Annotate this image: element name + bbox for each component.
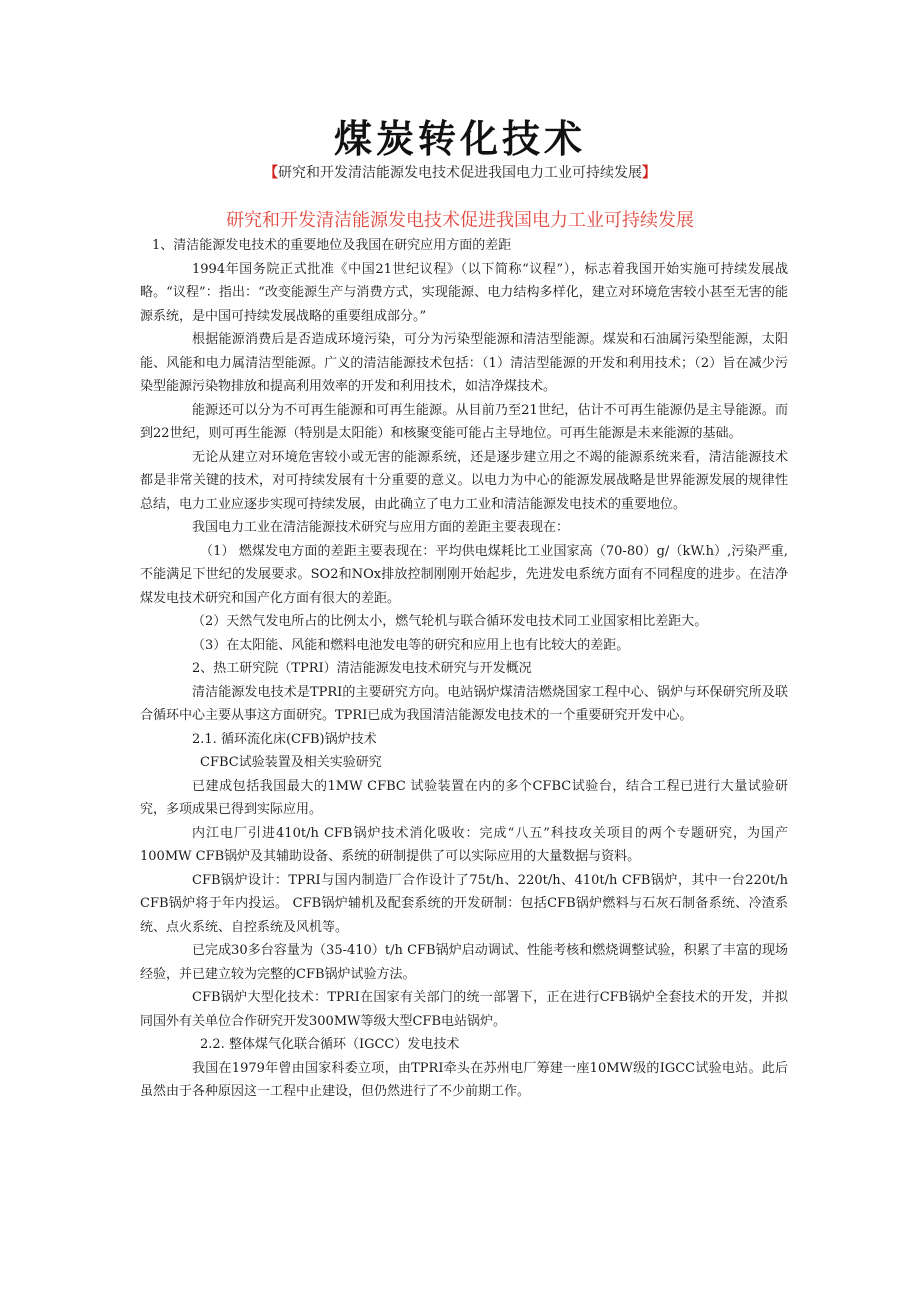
paragraph: 已建成包括我国最大的1MW CFBC 试验装置在内的多个CFBC试验台，结合工程已进行大量试验研究，多项成果已得到实际应用。 [140,778,788,817]
subsection-subheading: CFBC试验装置及相关实验研究 [200,755,382,770]
section-heading-2: 2、热工研究院（TPRI）清洁能源发电技术研究与开发概况 [192,661,532,676]
paragraph: 无论从建立对环境危害较小或无害的能源系统，还是逐步建立用之不竭的能源系统来看，清洁能源技术都是非常关键的技术，对可持续发展有十分重要的意义。以电力为中心的能源发展战略是世界能源发展的规律性总结，电力工业应逐步实现可持续发展，由此确立了电力工业和清洁能源发电技术的重要地位。 [140,449,788,512]
subsection-heading: 2.1. 循环流化床(CFB)锅炉技术 [192,731,377,747]
list-item: （1） 燃煤发电方面的差距主要表现在：平均供电煤耗比工业国家高（70-80）g/（kW.h）,污染严重,不能满足下世纪的发展要求。SO2和NOx排放控制刚刚开始起步，先进发电系统方面有不同程度的进步。在洁净煤发电技术研究和国产化方面有很大的差距。 [140,543,788,606]
subtitle-close-bracket: 】 [642,165,656,181]
subsection-heading: 2.2. 整体煤气化联合循环（IGCC）发电技术 [200,1037,460,1052]
list-item: （3）在太阳能、风能和燃料电池发电等的研究和应用上也有比较大的差距。 [192,637,630,653]
paragraph: 根据能源消费后是否造成环境污染，可分为污染型能源和清洁型能源。煤炭和石油属污染型能源，太阳能、风能和电力属清洁型能源。广义的清洁能源技术包括：（1）清洁型能源的开发和利用技术；（2）旨在减少污染型能源污染物排放和提高利用效率的开发和利用技术，如洁净煤技术。 [140,332,788,394]
paragraph: CFB锅炉大型化技术：TPRI在国家有关部门的统一部署下，正在进行CFB锅炉全套技术的开发，并拟同国外有关单位合作研究开发300MW等级大型CFB电站锅炉。 [140,990,788,1029]
paragraph: 我国电力工业在清洁能源技术研究与应用方面的差距主要表现在： [192,520,570,535]
subtitle-text: 研究和开发清洁能源发电技术促进我国电力工业可持续发展 [278,165,642,181]
paragraph: 能源还可以分为不可再生能源和可再生能源。从目前乃至21世纪，估计不可再生能源仍是主导能源。而到22世纪，则可再生能源（特别是太阳能）和核聚变能可能占主导地位。可再生能源是未来能源的基础。 [140,402,788,441]
subtitle [0,162,920,182]
paragraph: 我国在1979年曾由国家科委立项，由TPRI牵头在苏州电厂筹建一座10MW级的IGCC试验电站。此后虽然由于各种原因这一工程中止建设，但仍然进行了不少前期工作。 [140,1060,788,1099]
subtitle-open-bracket: 【 [264,165,278,181]
section-heading-1: 1、清洁能源发电技术的重要地位及我国在研究应用方面的差距 [152,238,512,253]
paragraph: CFB锅炉设计：TPRI与国内制造厂合作设计了75t/h、220t/h、410t/h CFB锅炉，其中一台220t/h CFB锅炉将于年内投运。 CFB锅炉辅机及配套系统的开发研制：包括CFB锅炉燃料与石灰石制备系统、冷渣系统、点火系统、自控系统及风机等。 [140,872,788,935]
list-item: （2）天然气发电所占的比例太小，燃气轮机与联合循环发电技术同工业国家相比差距大。 [192,614,708,629]
article-heading: 研究和开发清洁能源发电技术促进我国电力工业可持续发展 [226,210,694,231]
article-body [140,234,788,1104]
paragraph: 已完成30多台容量为（35-410）t/h CFB锅炉启动调试、性能考核和燃烧调整试验，积累了丰富的现场经验，并已建立较为完整的CFB锅炉试验方法。 [140,943,788,982]
paragraph: 内江电厂引进410t/h CFB锅炉技术消化吸收：完成“八五”科技攻关项目的两个专题研究，为国产100MW CFB锅炉及其辅助设备、系统的研制提供了可以实际应用的大量数据与资料。 [140,825,788,864]
paragraph: 1994年国务院正式批准《中国21世纪议程》（以下简称“议程”），标志着我国开始实施可持续发展战略。“议程”：指出：“改变能源生产与消费方式，实现能源、电力结构多样化，建立对环境危害较小甚至无害的能源系统，是中国可持续发展战略的重要组成部分。” [140,261,788,324]
paragraph: 清洁能源发电技术是TPRI的主要研究方向。电站锅炉煤清洁燃烧国家工程中心、锅炉与环保研究所及联合循环中心主要从事这方面研究。TPRI已成为我国清洁能源发电技术的一个重要研究开发中心。 [140,684,788,723]
page-title: 煤炭转化技术 [333,116,586,161]
